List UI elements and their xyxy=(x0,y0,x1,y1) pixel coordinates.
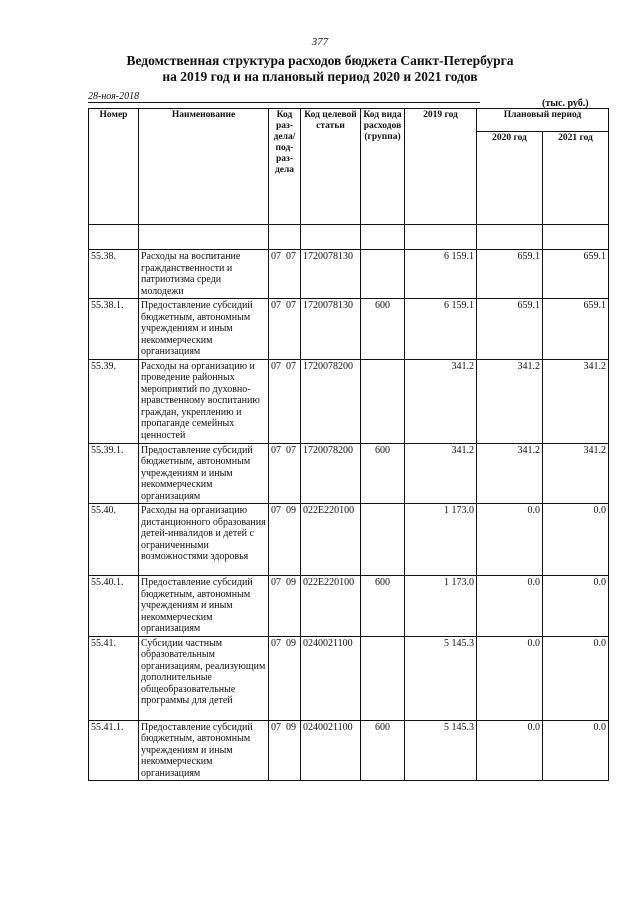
title-line-1: Ведомственная структура расходов бюджета Санкт-Петербурга xyxy=(126,53,514,68)
row-value-2021: 0.0 xyxy=(543,504,609,576)
row-section-code: 07 07 xyxy=(269,359,301,443)
header-name: Наименование xyxy=(139,109,269,225)
header-2019: 2019 год xyxy=(405,109,477,225)
row-section-code: 07 09 xyxy=(269,576,301,637)
title-line-2: на 2019 год и на плановый период 2020 и 2021 годов xyxy=(162,69,478,84)
row-expense-code: 600 xyxy=(361,720,405,781)
row-value-2020: 341.2 xyxy=(477,359,543,443)
row-value-2019: 6 159.1 xyxy=(405,299,477,360)
row-value-2020: 659.1 xyxy=(477,250,543,299)
row-expense-code xyxy=(361,250,405,299)
row-name: Расходы на организацию и проведение районных мероприятий по духовно-нравственному воспитанию граждан, укреплению и пропаганде семейных ценностей xyxy=(139,359,269,443)
row-number: 55.39.1. xyxy=(89,443,139,504)
table-row xyxy=(89,299,609,360)
row-value-2021: 0.0 xyxy=(543,636,609,720)
row-expense-code: 600 xyxy=(361,576,405,637)
row-number: 55.40.1. xyxy=(89,576,139,637)
row-section-code: 07 07 xyxy=(269,299,301,360)
row-section-code: 07 07 xyxy=(269,443,301,504)
units-label: (тыс. руб.) xyxy=(542,98,589,109)
header-2021: 2021 год xyxy=(543,132,609,225)
header-target: Код целевой статьи xyxy=(301,109,361,225)
row-value-2019: 1 173.0 xyxy=(405,504,477,576)
row-value-2020: 0.0 xyxy=(477,504,543,576)
table-row xyxy=(89,720,609,781)
row-number: 55.41. xyxy=(89,636,139,720)
row-value-2019: 5 145.3 xyxy=(405,720,477,781)
row-target-code: 0240021100 xyxy=(301,720,361,781)
row-expense-code xyxy=(361,636,405,720)
row-section-code: 07 07 xyxy=(269,250,301,299)
row-value-2021: 0.0 xyxy=(543,720,609,781)
row-name: Расходы на организацию дистанционного образования детей-инвалидов и детей с ограниченными возможностями здоровья xyxy=(139,504,269,576)
row-expense-code: 600 xyxy=(361,443,405,504)
row-value-2020: 0.0 xyxy=(477,576,543,637)
header-spacer xyxy=(89,225,609,250)
row-target-code: 1720078130 xyxy=(301,250,361,299)
header-number: Номер xyxy=(89,109,139,225)
row-number: 55.38. xyxy=(89,250,139,299)
table-row xyxy=(89,359,609,443)
row-value-2019: 5 145.3 xyxy=(405,636,477,720)
row-target-code: 1720078200 xyxy=(301,359,361,443)
row-expense-code xyxy=(361,504,405,576)
row-name: Предоставление субсидий бюджетным, автономным учреждениям и иным некоммерческим организациям xyxy=(139,720,269,781)
row-expense-code: 600 xyxy=(361,299,405,360)
page-number: 377 xyxy=(311,36,329,48)
row-name: Предоставление субсидий бюджетным, автономным учреждениям и иным некоммерческим организациям xyxy=(139,576,269,637)
row-number: 55.41.1. xyxy=(89,720,139,781)
row-value-2019: 1 173.0 xyxy=(405,576,477,637)
table-row xyxy=(89,576,609,637)
row-value-2021: 341.2 xyxy=(543,359,609,443)
row-name: Предоставление субсидий бюджетным, автономным учреждениям и иным некоммерческим организациям xyxy=(139,443,269,504)
document-title xyxy=(0,53,640,85)
table-row xyxy=(89,250,609,299)
row-target-code: 0240021100 xyxy=(301,636,361,720)
row-expense-code xyxy=(361,359,405,443)
row-value-2020: 0.0 xyxy=(477,720,543,781)
row-target-code: 022Е220100 xyxy=(301,504,361,576)
row-name: Расходы на воспитание гражданственности и патриотизма среди молодежи xyxy=(139,250,269,299)
row-value-2021: 659.1 xyxy=(543,299,609,360)
header-2020: 2020 год xyxy=(477,132,543,225)
row-target-code: 1720078200 xyxy=(301,443,361,504)
report-date: 28-ноя-2018 xyxy=(88,91,480,103)
row-value-2020: 341.2 xyxy=(477,443,543,504)
row-section-code: 07 09 xyxy=(269,504,301,576)
row-value-2019: 341.2 xyxy=(405,359,477,443)
budget-table xyxy=(88,108,609,781)
row-value-2021: 341.2 xyxy=(543,443,609,504)
header-planned: Плановый период xyxy=(477,109,609,132)
row-value-2020: 0.0 xyxy=(477,636,543,720)
row-number: 55.39. xyxy=(89,359,139,443)
row-number: 55.38.1. xyxy=(89,299,139,360)
row-value-2021: 659.1 xyxy=(543,250,609,299)
header-section: Код раз-дела/под-раз-дела xyxy=(269,109,301,225)
row-value-2019: 6 159.1 xyxy=(405,250,477,299)
row-target-code: 022Е220100 xyxy=(301,576,361,637)
table-row xyxy=(89,504,609,576)
table-row xyxy=(89,636,609,720)
row-number: 55.40. xyxy=(89,504,139,576)
row-value-2021: 0.0 xyxy=(543,576,609,637)
row-name: Субсидии частным образовательным организациям, реализующим дополнительные общеобразовательные программы для детей xyxy=(139,636,269,720)
row-value-2019: 341.2 xyxy=(405,443,477,504)
row-section-code: 07 09 xyxy=(269,636,301,720)
row-section-code: 07 09 xyxy=(269,720,301,781)
table-row xyxy=(89,443,609,504)
row-value-2020: 659.1 xyxy=(477,299,543,360)
header-expense: Код вида расходов (группа) xyxy=(361,109,405,225)
row-name: Предоставление субсидий бюджетным, автономным учреждениям и иным некоммерческим организациям xyxy=(139,299,269,360)
row-target-code: 1720078130 xyxy=(301,299,361,360)
